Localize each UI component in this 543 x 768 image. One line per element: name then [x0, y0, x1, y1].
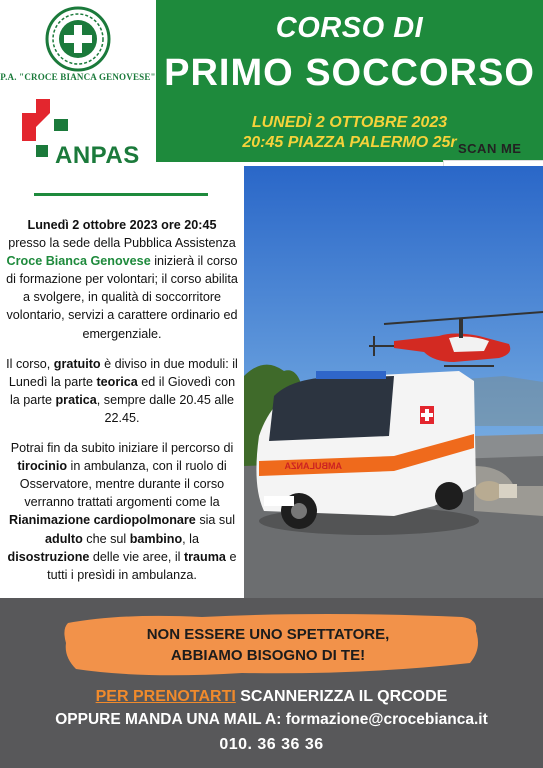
- title-line-1: CORSO DI: [275, 12, 424, 44]
- croce-bianca-logo: [45, 6, 111, 72]
- logo-area: [0, 0, 156, 170]
- free-highlight: gratuito: [53, 356, 101, 371]
- org-name: P.A. "CROCE BIANCA GENOVESE": [0, 72, 156, 82]
- modules-text-c: ed il Giovedì con la parte: [9, 374, 236, 407]
- paragraph-internship: [4, 439, 240, 584]
- course-datetime: Lunedì 2 ottobre 2023 ore 20:45: [27, 218, 217, 232]
- banner-line-1: NON ESSERE UNO SPETTATORE,: [146, 626, 390, 643]
- obstruction-highlight: disostruzione: [7, 549, 90, 564]
- title-line-2: PRIMO SOCCORSO: [164, 52, 535, 94]
- ambulance-helicopter-photo: [244, 166, 543, 598]
- child-highlight: bambino: [129, 531, 183, 546]
- banner-message: [62, 624, 474, 666]
- mail-line[interactable]: OPPURE MANDA UNA MAIL A: formazione@crocebianca.it: [55, 711, 488, 728]
- internship-text-b: in ambulanza, con il ruolo di Osservatore, mentre durante il corso verranno trattati argomenti come la: [19, 459, 227, 510]
- theory-highlight: teorica: [96, 374, 138, 389]
- modules-text-d: , sempre dalle 20.45 alle 22.45.: [96, 392, 235, 425]
- cpr-highlight: Rianimazione cardiopolmonare: [8, 513, 196, 528]
- trauma-highlight: trauma: [183, 549, 226, 564]
- green-divider: [34, 193, 208, 196]
- practice-highlight: pratica: [55, 392, 97, 407]
- modules-text-b: è diviso in due moduli: il Lunedì la parte: [8, 356, 238, 389]
- internship-highlight: tirocinio: [17, 459, 68, 474]
- ambulance-text: AMBULANZA: [284, 461, 342, 471]
- internship-text-f: delle vie aree, il: [92, 549, 181, 564]
- banner-line-2: ABBIAMO BISOGNO DI TE!: [170, 647, 366, 664]
- paragraph-intro: [4, 216, 240, 343]
- modules-text-a: Il corso,: [6, 356, 51, 371]
- booking-highlight: PER PRENOTARTI: [95, 688, 236, 705]
- internship-text-a: Potrai fin da subito iniziare il percorso di: [10, 441, 234, 456]
- event-time-place: 20:45 PIAZZA PALERMO 25r: [242, 134, 457, 151]
- paragraph-modules: [4, 355, 240, 427]
- anpas-label: ANPAS: [55, 142, 140, 169]
- org-highlight: Croce Bianca Genovese: [6, 254, 151, 269]
- scan-me-label: SCAN ME: [458, 141, 522, 156]
- booking-cta: [0, 688, 543, 706]
- internship-text-g: e tutti i presìdi in ambulanza.: [47, 549, 237, 582]
- course-description: [4, 216, 240, 596]
- event-date: LUNEDÌ 2 OTTOBRE 2023: [251, 114, 448, 131]
- internship-text-d: che sul: [86, 531, 127, 546]
- phone-number[interactable]: 010. 36 36 36: [219, 736, 324, 753]
- intro-text-b: inizierà il corso di formazione per volontari; il corso abilita a svolgere, in qualità di soccorritore volontario, servizi a carattere ordinario ed emergenziale.: [6, 254, 238, 341]
- intro-text-a: presso la sede della Pubblica Assistenza: [8, 236, 236, 251]
- internship-text-c: sia sul: [199, 513, 236, 528]
- adult-highlight: adulto: [45, 531, 83, 546]
- booking-rest: SCANNERIZZA IL QRCODE: [240, 688, 448, 705]
- internship-text-e: , la: [182, 531, 199, 546]
- title-block: [156, 0, 543, 162]
